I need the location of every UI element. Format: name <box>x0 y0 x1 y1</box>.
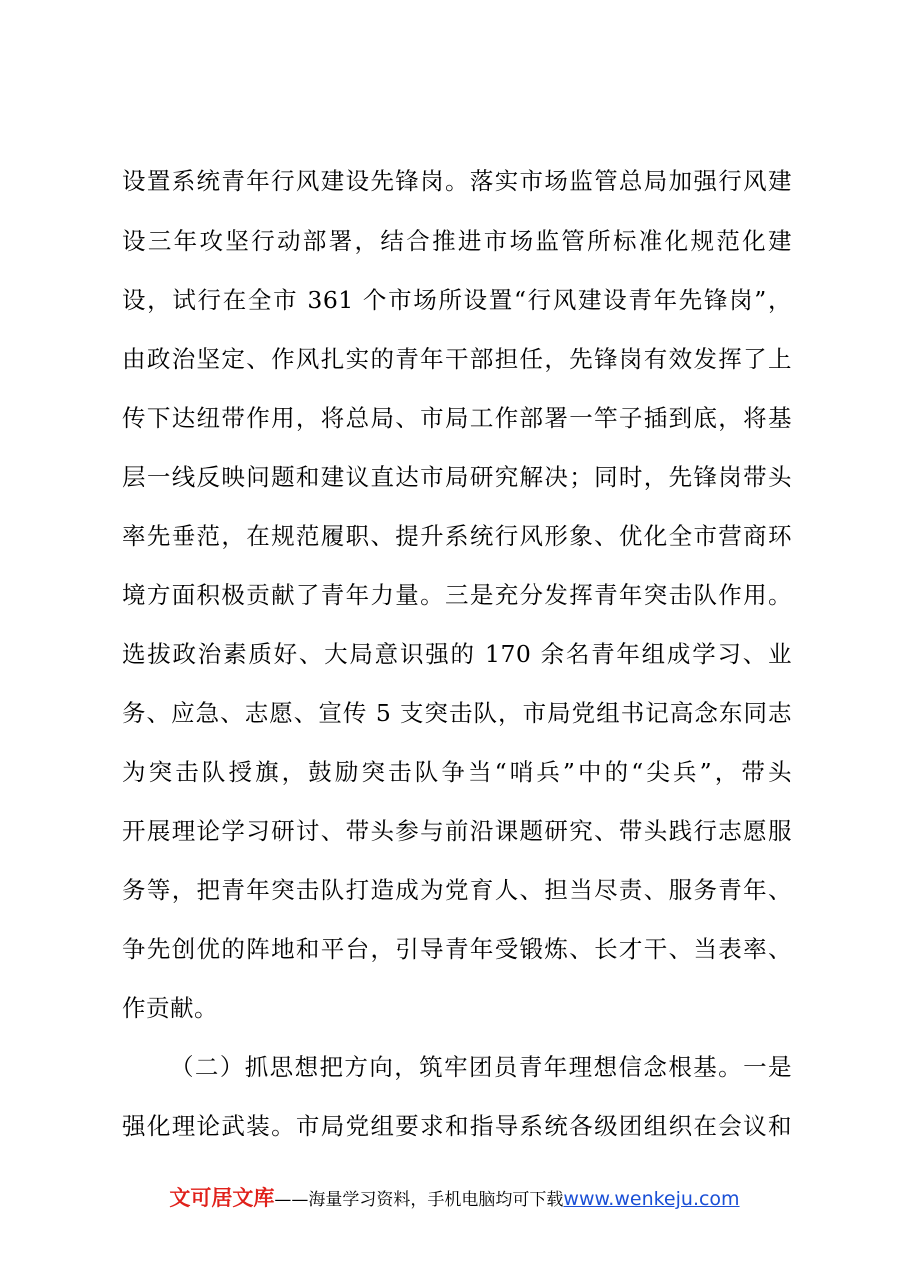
body-line-12: 开展理论学习研讨、带头参与前沿课题研究、带头践行志愿服 <box>122 817 792 845</box>
body-line-11: 为突击队授旗，鼓励突击队争当“哨兵”中的“尖兵”，带头 <box>122 758 792 786</box>
footer-link[interactable]: www.wenkeju.com <box>563 1188 740 1210</box>
body-line-1: 设置系统青年行风建设先锋岗。落实市场监管总局加强行风建 <box>122 167 792 195</box>
body-line-8: 境方面积极贡献了青年力量。三是充分发挥青年突击队作用。 <box>122 581 792 609</box>
body-line-6: 层一线反映问题和建议直达市局研究解决；同时，先锋岗带头 <box>122 463 792 491</box>
body-line-9: 选拔政治素质好、大局意识强的 170 余名青年组成学习、业 <box>122 640 792 668</box>
body-line-4: 由政治坚定、作风扎实的青年干部担任，先锋岗有效发挥了上 <box>122 345 792 373</box>
body-line-14: 争先创优的阵地和平台，引导青年受锻炼、长才干、当表率、 <box>122 935 792 963</box>
body-line-13: 务等，把青年突击队打造成为党育人、担当尽责、服务青年、 <box>122 876 792 904</box>
body-line-2: 设三年攻坚行动部署，结合推进市场监管所标准化规范化建 <box>122 227 792 255</box>
section-heading-line: （二）抓思想把方向，筑牢团员青年理想信念根基。一是 <box>170 1053 792 1081</box>
body-line-3: 设，试行在全市 361 个市场所设置“行风建设青年先锋岗”， <box>122 286 792 314</box>
footer-brand: 文可居文库 <box>169 1186 275 1210</box>
body-line-5: 传下达纽带作用，将总局、市局工作部署一竿子插到底，将基 <box>122 404 792 432</box>
footer-banner <box>0 1182 909 1212</box>
body-line-10: 务、应急、志愿、宣传 5 支突击队，市局党组书记高念东同志 <box>122 699 792 727</box>
body-line-15: 作贡献。 <box>122 994 218 1022</box>
body-line-17: 强化理论武装。市局党组要求和指导系统各级团组织在会议和 <box>122 1112 792 1140</box>
footer-tagline: ——海量学习资料，手机电脑均可下载 <box>274 1190 564 1210</box>
body-line-7: 率先垂范，在规范履职、提升系统行风形象、优化全市营商环 <box>122 522 792 550</box>
